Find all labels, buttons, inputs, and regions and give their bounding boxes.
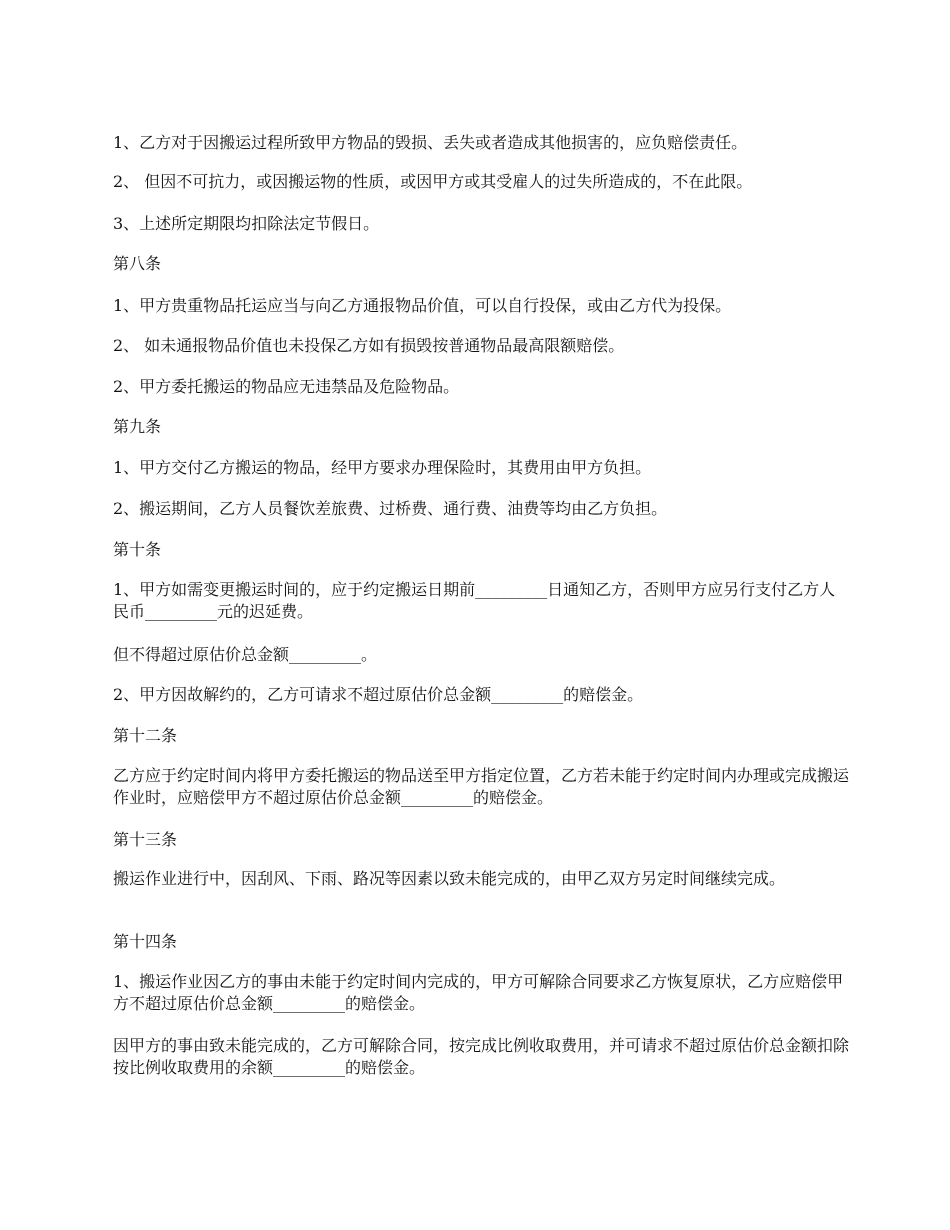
article-heading: 第八条 [113,254,162,273]
article-heading: 第九条 [113,417,162,436]
clause-paragraph: 2、搬运期间，乙方人员餐饮差旅费、过桥费、通行费、油费等均由乙方负担。 [113,499,668,518]
clause-paragraph: 2、甲方因故解约的，乙方可请求不超过原估价总金额_________的赔偿金。 [113,685,644,704]
clause-paragraph: 2、 如未通报物品价值也未投保乙方如有损毁按普通物品最高限额赔偿。 [113,336,625,355]
clause-paragraph: 2、 但因不可抗力，或因搬运物的性质，或因甲方或其受雇人的过失所造成的，不在此限。 [113,172,753,191]
clause-paragraph: 搬运作业进行中，因刮风、下雨、路况等因素以致未能完成的，由甲乙双方另定时间继续完成。 [113,869,786,888]
clause-paragraph: 但不得超过原估价总金额_________。 [113,645,378,664]
clause-paragraph: 1、甲方交付乙方搬运的物品，经甲方要求办理保险时，其费用由甲方负担。 [113,458,652,477]
clause-paragraph: 因甲方的事由致未能完成的，乙方可解除合同，按完成比例收取费用，并可请求不超过原估价总金额扣除按比例收取费用的余额_________的赔偿金。 [113,1036,850,1077]
clause-paragraph: 1、甲方贵重物品托运应当与向乙方通报物品价值，可以自行投保，或由乙方代为投保。 [113,296,732,315]
clause-paragraph: 1、乙方对于因搬运过程所致甲方物品的毁损、丢失或者造成其他损害的，应负赔偿责任。 [113,133,748,152]
clause-paragraph: 1、甲方如需变更搬运时间的，应于约定搬运日期前_________日通知乙方，否则甲方应另行支付乙方人民币_________元的迟延费。 [113,580,836,621]
article-heading: 第十条 [113,540,162,559]
clause-paragraph: 2、甲方委托搬运的物品应无违禁品及危险物品。 [113,377,460,396]
article-heading: 第十二条 [113,726,178,745]
clause-paragraph: 乙方应于约定时间内将甲方委托搬运的物品送至甲方指定位置，乙方若未能于约定时间内办理或完成搬运作业时，应赔偿甲方不超过原估价总金额_________的赔偿金。 [113,766,850,807]
article-heading: 第十四条 [113,932,178,951]
article-heading: 第十三条 [113,830,178,849]
clause-paragraph: 1、搬运作业因乙方的事由未能于约定时间内完成的，甲方可解除合同要求乙方恢复原状，乙方应赔偿甲方不超过原估价总金额_________的赔偿金。 [113,972,844,1013]
clause-paragraph: 3、上述所定期限均扣除法定节假日。 [113,214,380,233]
